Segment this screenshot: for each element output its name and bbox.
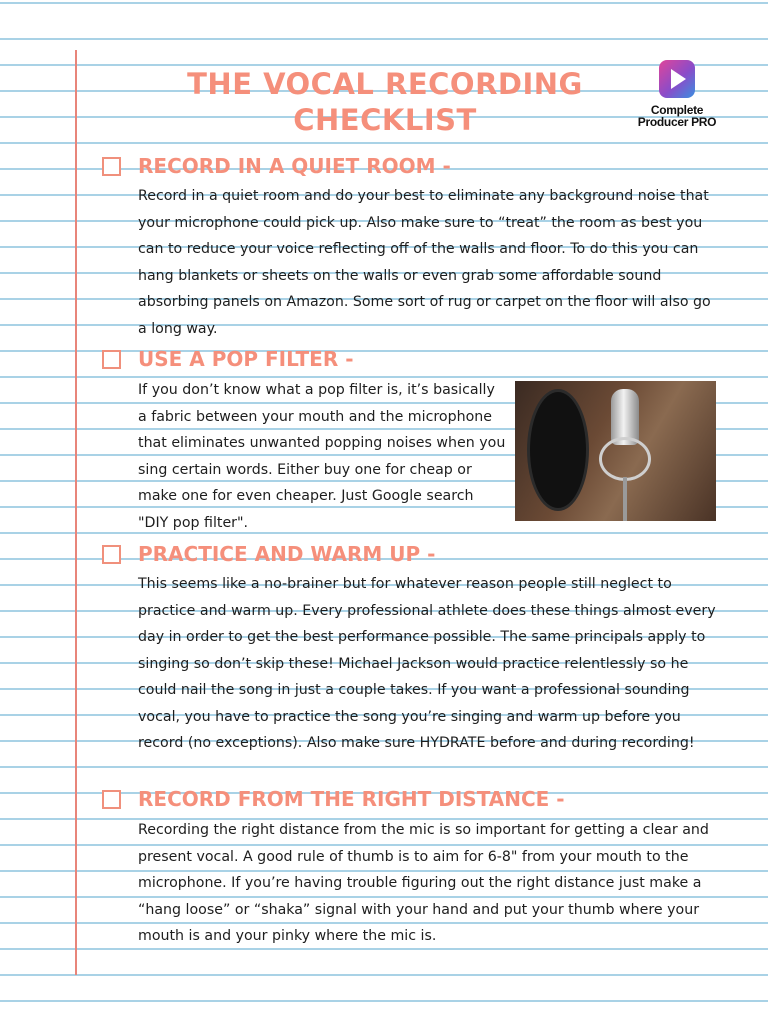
checkbox-pop-filter[interactable] (102, 350, 121, 369)
checkbox-practice-warm-up[interactable] (102, 545, 121, 564)
complete-producer-pro-logo (632, 60, 722, 130)
paragraph-right-distance: Recording the right distance from the mic is so important for getting a clear and present vocal. A good rule of thumb is to aim for 6-8" from your mouth to the microphone. If you’re having trouble figuring out the right distance just make a “hang loose” or “shaka” signal with your hand and put your thumb where your mouth is and your pinky where the mic is. (138, 822, 709, 944)
shock-mount-shape (599, 437, 651, 481)
heading-quiet-room: RECORD IN A QUIET ROOM - (138, 154, 451, 178)
paragraph-quiet-room: Record in a quiet room and do your best to eliminate any background noise that your microphone could pick up. Also make sure to “treat” the room as best you can to reduce your voice reflecting off of the walls and floor. To do this you can hang blankets or sheets on the walls or even grab some affordable sound absorbing panels on Amazon. Some sort of rug or carpet on the floor will also go a long way. (138, 188, 711, 337)
checkbox-right-distance[interactable] (102, 790, 121, 809)
logo-text (632, 104, 722, 128)
logo-line-2: Producer PRO (637, 115, 717, 129)
play-icon (659, 60, 695, 98)
heading-pop-filter: USE A POP FILTER - (138, 347, 354, 371)
heading-right-distance: RECORD FROM THE RIGHT DISTANCE - (138, 787, 565, 811)
page-title: THE VOCAL RECORDING CHECKLIST (187, 67, 583, 137)
heading-practice-warm-up: PRACTICE AND WARM UP - (138, 542, 436, 566)
checkbox-quiet-room[interactable] (102, 157, 121, 176)
notebook-margin-line (75, 50, 77, 975)
logo-line-1: Complete (650, 103, 704, 117)
paragraph-practice-warm-up: This seems like a no-brainer but for whatever reason people still neglect to practice and warm up. Every professional athlete does these things almost every day in order to get the best performance possible. The same principals apply to singing so don’t skip these! Michael Jackson would practice relentlessly so he could nail the song in just a couple takes. If you want a professional sounding vocal, you have to practice the song you’re singing and warm up before you record (no exceptions). Also make sure HYDRATE before and during recording! (138, 576, 716, 751)
paragraph-pop-filter: If you don’t know what a pop filter is, it’s basically a fabric between your mouth and the microphone that eliminates unwanted popping noises when you sing certain words. Either buy one for cheap or make one for even cheaper. Just Google search "DIY pop filter". (138, 382, 506, 531)
mic-stand-shape (623, 477, 627, 521)
microphone-pop-filter-photo (515, 381, 716, 521)
pop-filter-shape (527, 389, 589, 511)
